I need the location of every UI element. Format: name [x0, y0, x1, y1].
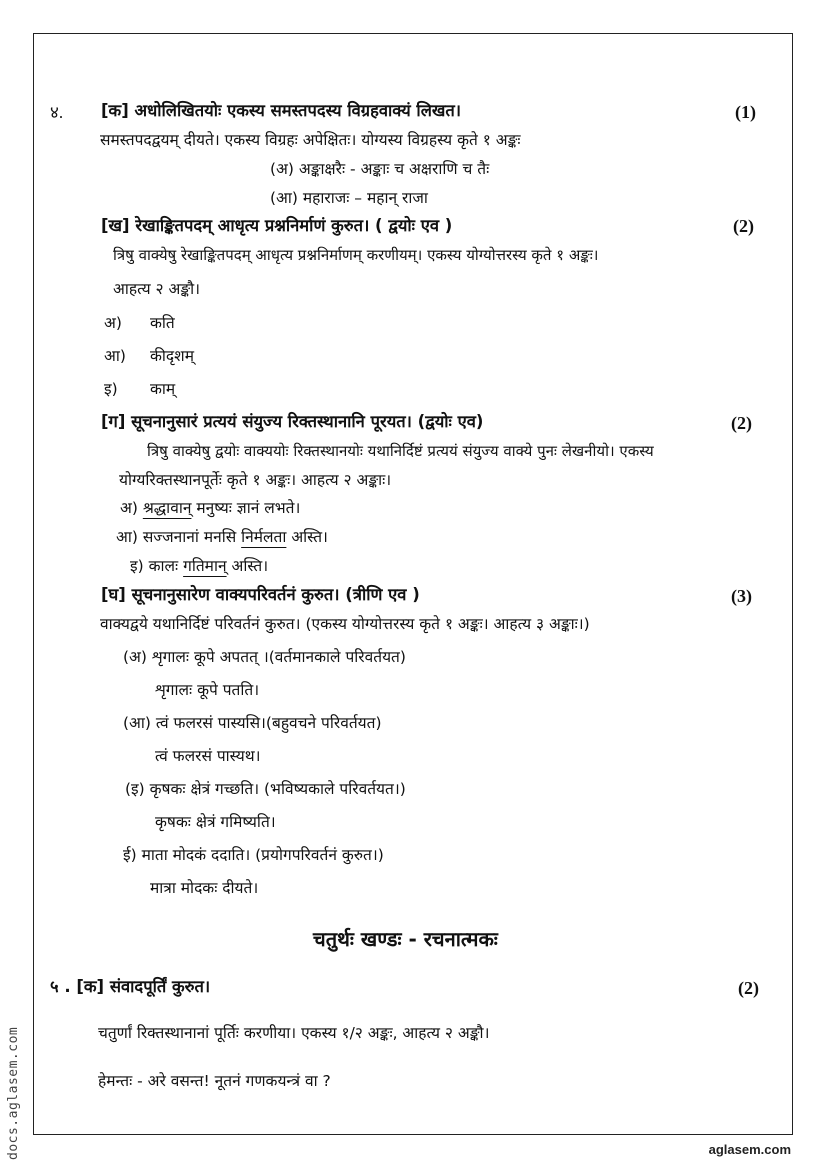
q4b-instruction: आहत्य २ अङ्कौ। — [113, 280, 201, 298]
q4d-answer: त्वं फलरसं पास्यथ। — [155, 747, 261, 765]
q5-dialogue-line: हेमन्तः - अरे वसन्त! नूतनं गणकयन्त्रं वा ? — [98, 1072, 331, 1090]
q4b-item-label: इ) — [104, 380, 118, 398]
q4b-instruction: त्रिषु वाक्येषु रेखाङ्कितपदम् आधृत्य प्रश्ननिर्माणम् करणीयम्। एकस्य योग्योत्तरस्य कृते १ अङ्कः। — [113, 246, 599, 264]
q4c-item-post: अस्ति। — [226, 557, 269, 575]
q4d-instruction: वाक्यद्वये यथानिर्दिष्टं परिवर्तनं कुरुत। (एकस्य योग्योत्तरस्य कृते १ अङ्कः। आहत्य ३ अङ्काः।) — [100, 615, 590, 633]
underlined-word: निर्मलता — [241, 528, 287, 546]
q4d-question: ई) माता मोदकं ददाति। (प्रयोगपरिवर्तनं कुरुत।) — [123, 846, 384, 864]
q4a-instruction: समस्तपदद्वयम् दीयते। एकस्य विग्रहः अपेक्षितः। योग्यस्य विग्रहस्य कृते १ अङ्कः — [100, 131, 521, 149]
q4c-item-post: अस्ति। — [286, 528, 328, 546]
q4a-item: (आ) महाराजः – महान् राजा — [270, 189, 428, 207]
q4c-item-post: मनुष्यः ज्ञानं लभते। — [191, 499, 301, 517]
q4b-item-text: काम् — [150, 380, 176, 398]
q5-instruction: चतुर्णां रिक्तस्थानानां पूर्तिः करणीया। एकस्य १/२ अङ्कः, आहत्य २ अङ्कौ। — [98, 1024, 490, 1042]
q4b-item-text: कीदृशम् — [150, 347, 194, 365]
q4b-item-label: अ) — [104, 314, 122, 332]
q4d-question: (इ) कृषकः क्षेत्रं गच्छति। (भविष्यकाले परिवर्तयत।) — [125, 780, 406, 798]
q4d-title: [घ] सूचनानुसारेण वाक्यपरिवर्तनं कुरुत। (त्रीणि एव ) — [101, 585, 420, 604]
q4c-item — [130, 556, 268, 576]
q5-marks: (2) — [738, 978, 759, 998]
q4a-item: (अ) अङ्काक्षरैः - अङ्काः च अक्षराणि च तैः — [270, 160, 490, 178]
q4d-marks: (3) — [731, 586, 752, 606]
q5-title: ५ . [क] संवादपूर्तिं कुरुत। — [50, 977, 211, 996]
watermark-text: docs.aglasem.com — [6, 1026, 21, 1160]
q4c-item-label: आ) — [116, 528, 138, 546]
underlined-word: श्रद्धावान् — [142, 499, 192, 517]
q4b-item-label: आ) — [104, 347, 126, 365]
q4c-item-label: इ) — [130, 557, 144, 575]
q4a-marks: (1) — [735, 102, 756, 122]
q4c-instruction: त्रिषु वाक्येषु द्वयोः वाक्ययोः रिक्तस्थानयोः यथानिर्दिष्टं प्रत्ययं संयुज्य वाक्ये पुनः लेखनीयो। एकस्य — [147, 442, 654, 460]
q4c-item-label: अ) — [120, 499, 138, 517]
q4d-answer: कृषकः क्षेत्रं गमिष्यति। — [155, 813, 276, 831]
q4c-item — [116, 527, 328, 547]
q4d-question: (अ) शृगालः कूपे अपतत् ।(वर्तमानकाले परिवर्तयत) — [123, 648, 406, 666]
section-heading: चतुर्थः खण्डः - रचनात्मकः — [313, 927, 498, 951]
q4a-title: [क] अधोलिखितयोः एकस्य समस्तपदस्य विग्रहवाक्यं लिखत। — [101, 101, 462, 120]
q4b-marks: (2) — [733, 216, 754, 236]
q4d-answer: शृगालः कूपे पतति। — [155, 681, 260, 699]
q4d-answer: मात्रा मोदकः दीयते। — [150, 879, 259, 897]
q4c-item-pre: सज्जनानां मनसि — [142, 528, 242, 546]
q4b-item-text: कति — [150, 314, 175, 332]
site-watermark: aglasem.com — [708, 1142, 791, 1157]
q4c-item-pre: कालः — [148, 557, 184, 575]
q4c-item — [120, 498, 300, 518]
q4c-instruction: योग्यरिक्तस्थानपूर्तेः कृते १ अङ्कः। आहत्य २ अङ्काः। — [119, 471, 392, 489]
question-number: ४. — [50, 103, 64, 122]
side-watermark — [6, 1000, 28, 1160]
q4c-title: [ग] सूचनानुसारं प्रत्ययं संयुज्य रिक्तस्थानानि पूरयत। (द्वयोः एव) — [101, 412, 484, 431]
underlined-word: गतिमान् — [183, 557, 227, 575]
q4b-title: [ख] रेखाङ्कितपदम् आधृत्य प्रश्ननिर्माणं कुरुत। ( द्वयोः एव ) — [101, 216, 453, 235]
q4d-question: (आ) त्वं फलरसं पास्यसि।(बहुवचने परिवर्तयत) — [123, 714, 382, 732]
q4c-marks: (2) — [731, 413, 752, 433]
